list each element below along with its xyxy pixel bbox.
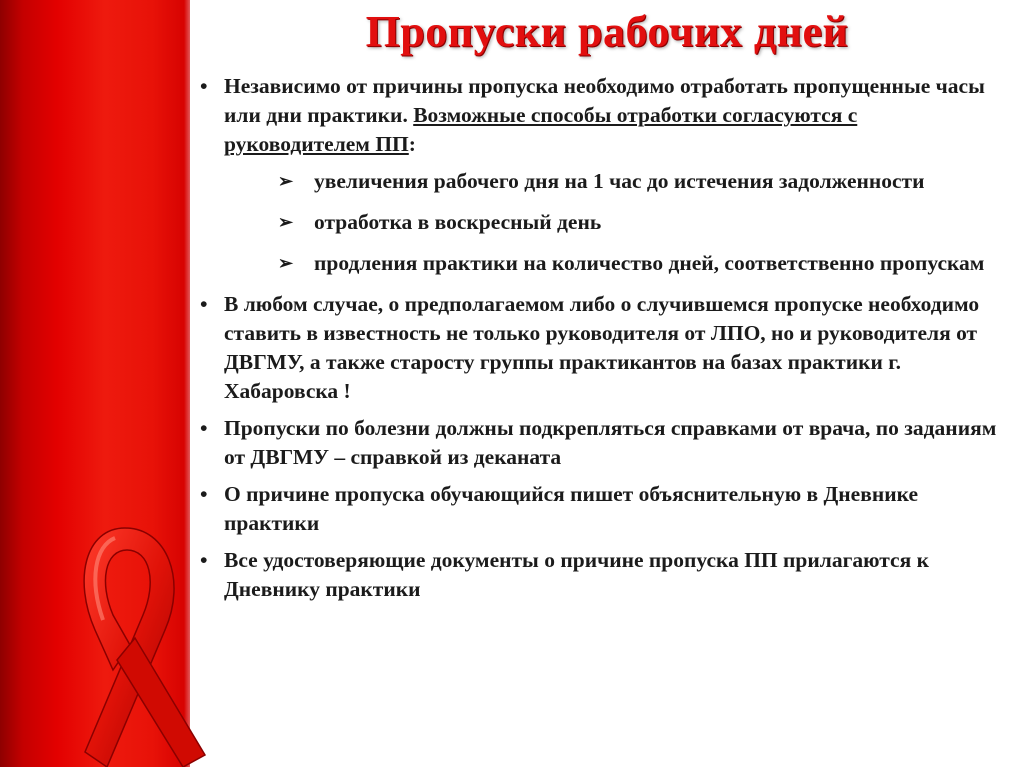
bullet-icon: • [200,74,208,98]
arrow-bullet-icon: ➢ [278,171,294,191]
bullet-icon: • [200,416,208,440]
list-item [196,414,1006,472]
sub-item-text: отработка в воскресный день [314,210,602,234]
list-item [196,72,1006,159]
sub-item-text: увеличения рабочего дня на 1 час до истечения задолженности [314,169,925,193]
arrow-bullet-icon: ➢ [278,253,294,273]
content-list [196,72,1006,612]
bullet-icon: • [200,482,208,506]
sub-list-item [278,208,1006,237]
list-item [196,546,1006,604]
list-item [196,290,1006,406]
bullet-icon: • [200,548,208,572]
bullet-text: Пропуски по болезни должны подкрепляться справками от врача, по заданиям от ДВГМУ – справкой из деканата [224,416,997,469]
bullet-text: В любом случае, о предполагаемом либо о случившемся пропуске необходимо ставить в известность не только руководителя от ЛПО, но и руководителя от ДВГМУ, а также старосту группы практикантов на базах практики г. Хабаровска ! [224,292,980,403]
bullet-text: О причине пропуска обучающийся пишет объяснительную в Дневнике практики [224,482,918,535]
bullet-text-underlined: Возможные способы отработки согласуются с руководителем ПП [224,103,858,156]
sub-list [196,167,1006,278]
bullet-icon: • [200,292,208,316]
sub-list-item [278,249,1006,278]
bullet-text: Независимо от причины пропуска необходимо отработать пропущенные часы или дни практики. [224,74,985,127]
sub-item-text: продления практики на количество дней, соответственно пропускам [314,251,985,275]
arrow-bullet-icon: ➢ [278,212,294,232]
page-title: Пропуски рабочих дней [365,7,849,56]
bullet-text: Все удостоверяющие документы о причине пропуска ПП прилагаются к Дневнику практики [224,548,929,601]
list-item [196,480,1006,538]
awareness-ribbon-icon [55,520,210,767]
bullet-text-colon: : [408,132,416,156]
sub-list-item [278,167,1006,196]
